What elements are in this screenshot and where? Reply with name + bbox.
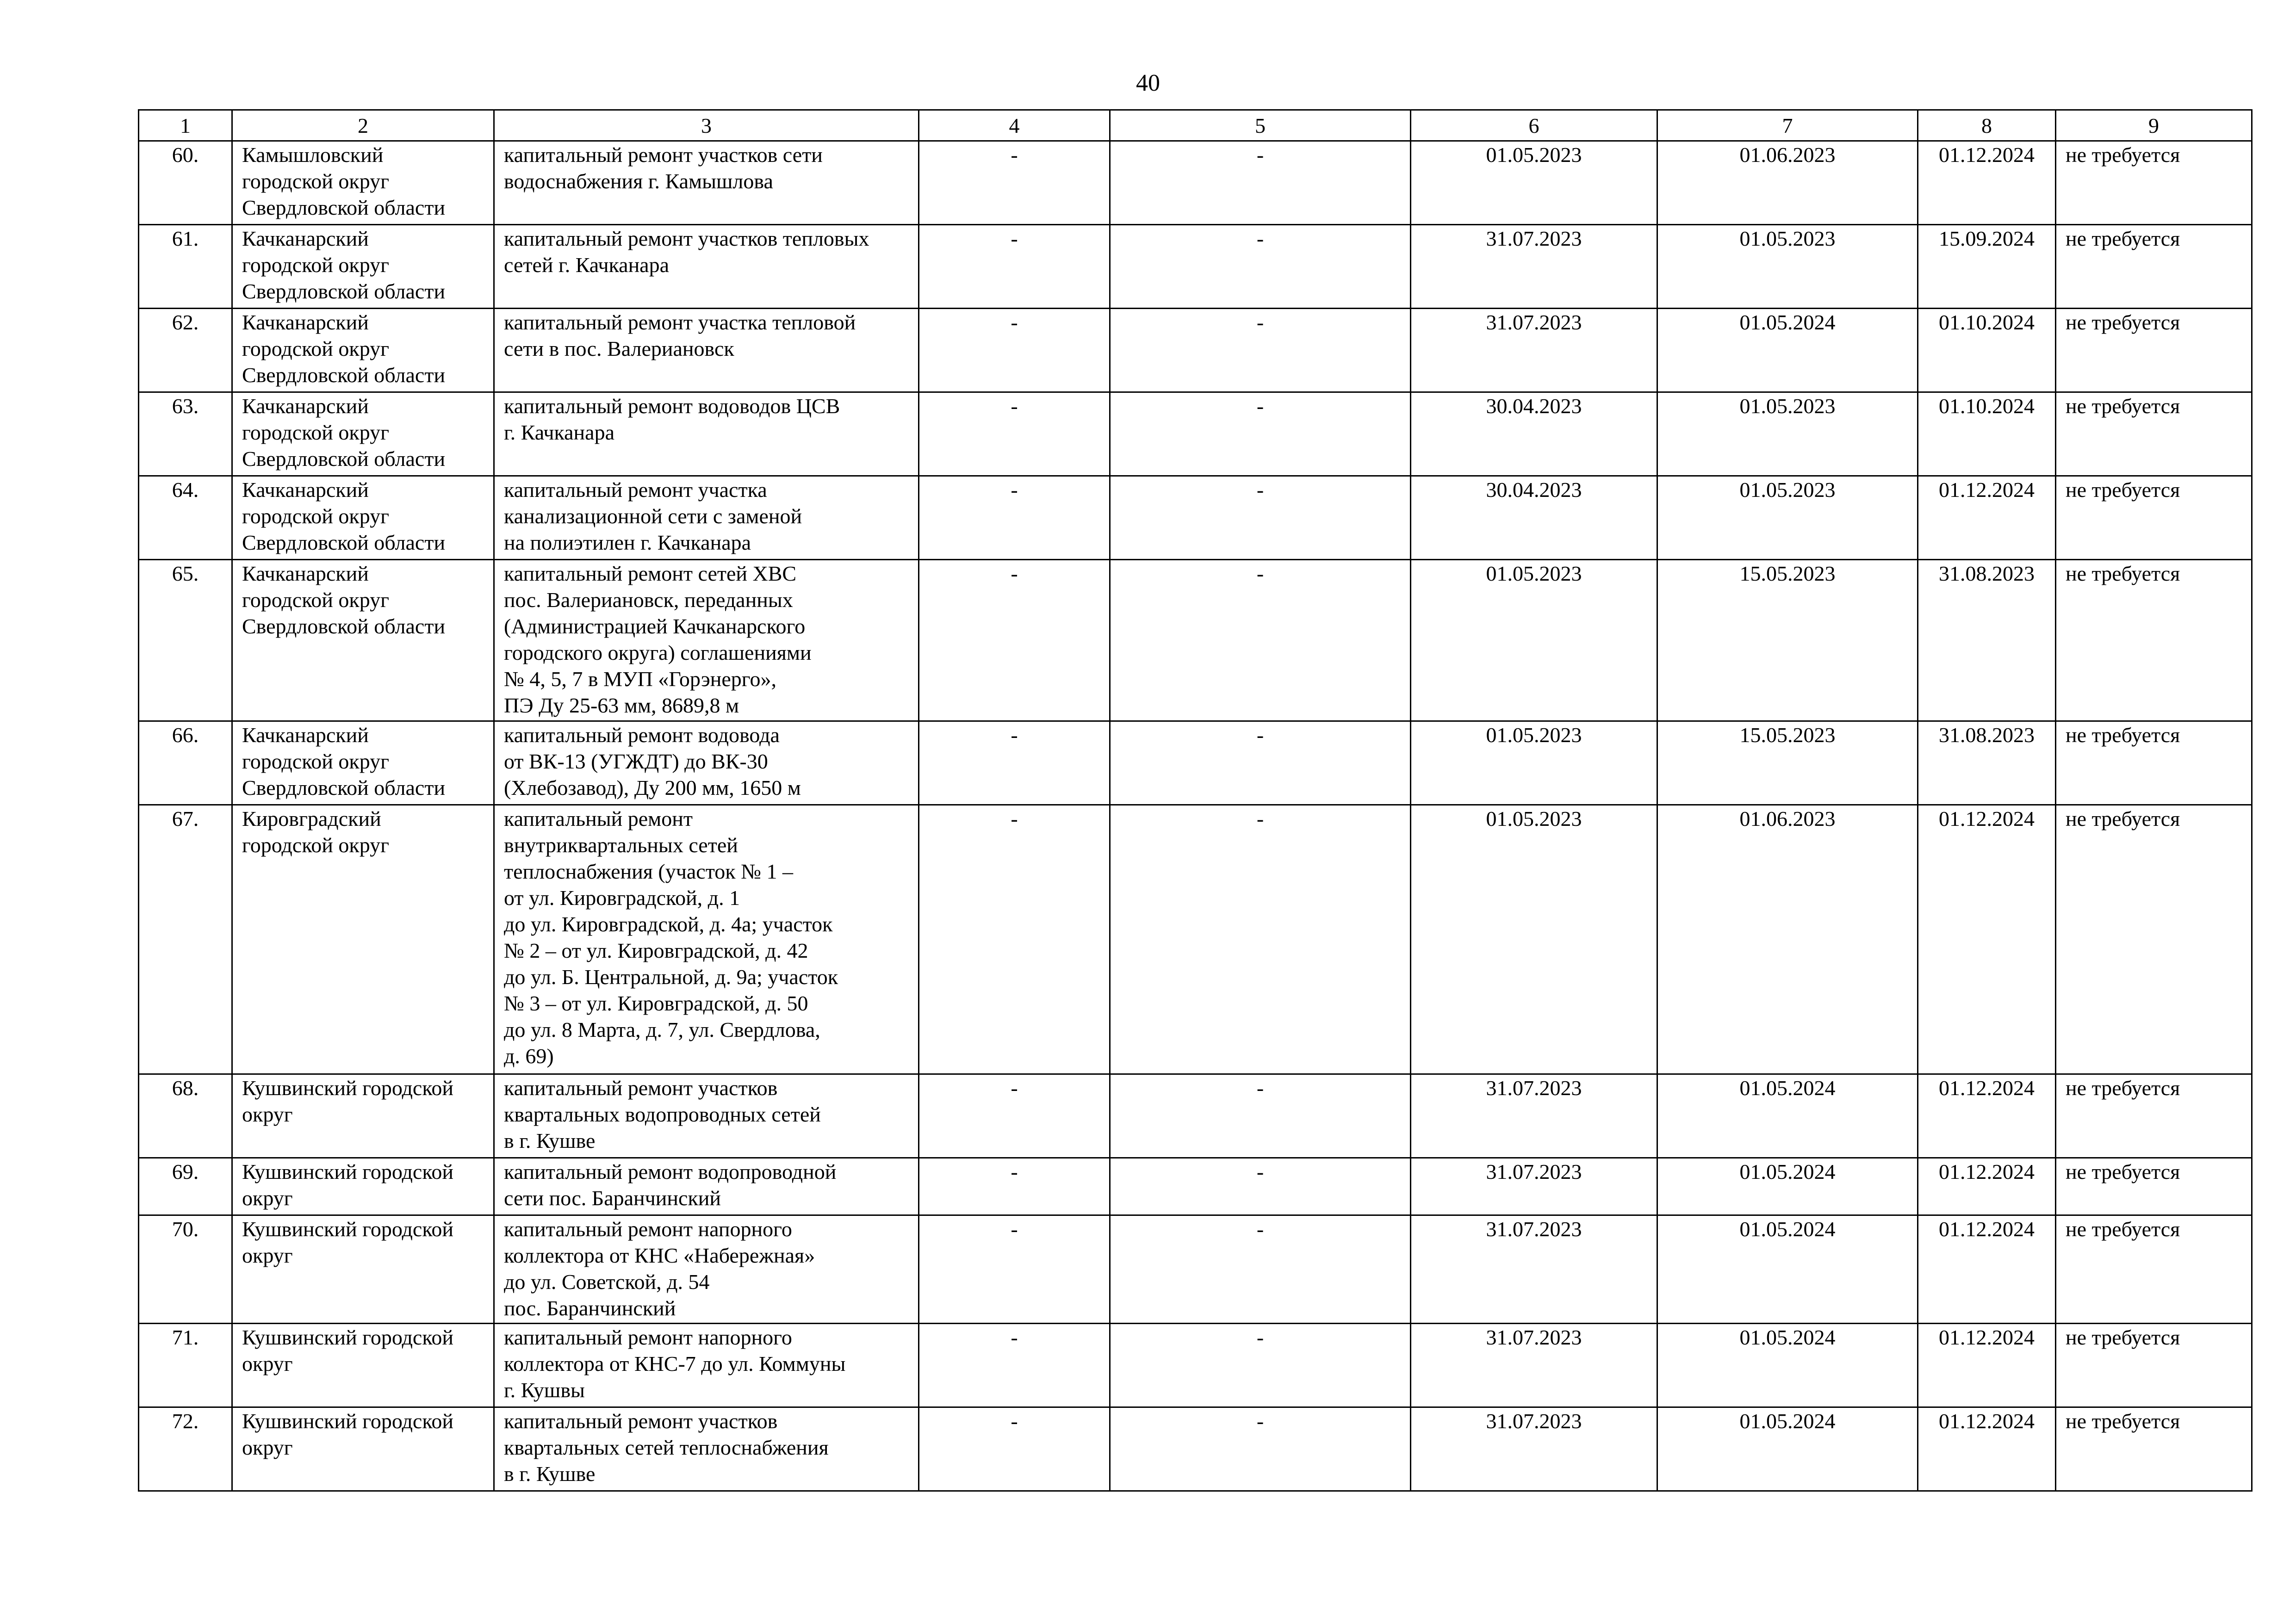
date8-cell: 15.09.2024: [1918, 225, 2056, 309]
municipality-cell: Кушвинский городской округ: [232, 1324, 494, 1407]
date6-cell: 31.07.2023: [1411, 1158, 1657, 1215]
row-number: 66.: [139, 721, 232, 805]
col5-cell: -: [1110, 1215, 1411, 1324]
date6-cell: 31.07.2023: [1411, 309, 1657, 392]
date8-cell: 01.12.2024: [1918, 1407, 2056, 1491]
col5-cell: -: [1110, 805, 1411, 1074]
date6-cell: 31.07.2023: [1411, 1074, 1657, 1158]
municipality-cell: Кушвинский городской округ: [232, 1215, 494, 1324]
row-number: 63.: [139, 392, 232, 476]
header-col-4: 4: [919, 110, 1110, 141]
col4-cell: -: [919, 309, 1110, 392]
date7-cell: 01.05.2024: [1657, 1407, 1918, 1491]
date7-cell: 01.05.2023: [1657, 476, 1918, 560]
header-col-3: 3: [494, 110, 919, 141]
table-row: [139, 476, 2252, 560]
row-number: 68.: [139, 1074, 232, 1158]
row-number: 64.: [139, 476, 232, 560]
col9-cell: не требуется: [2056, 1407, 2252, 1491]
date7-cell: 01.05.2024: [1657, 1324, 1918, 1407]
header-col-9: 9: [2056, 110, 2252, 141]
date6-cell: 31.07.2023: [1411, 1215, 1657, 1324]
date8-cell: 01.12.2024: [1918, 476, 2056, 560]
col5-cell: -: [1110, 1324, 1411, 1407]
col4-cell: -: [919, 1407, 1110, 1491]
header-row: [139, 110, 2252, 141]
col4-cell: -: [919, 392, 1110, 476]
page-number: 40: [1136, 70, 1160, 96]
col4-cell: -: [919, 1215, 1110, 1324]
date7-cell: 01.05.2023: [1657, 392, 1918, 476]
work-description-cell: капитальный ремонт водовода от ВК-13 (УГЖДТ) до ВК-30 (Хлебозавод), Ду 200 мм, 1650 м: [494, 721, 919, 805]
date7-cell: 01.05.2023: [1657, 225, 1918, 309]
date8-cell: 01.12.2024: [1918, 141, 2056, 225]
header-col-6: 6: [1411, 110, 1657, 141]
date7-cell: 01.06.2023: [1657, 805, 1918, 1074]
municipality-cell: Качканарский городской округ Свердловской области: [232, 476, 494, 560]
date6-cell: 01.05.2023: [1411, 805, 1657, 1074]
date6-cell: 31.07.2023: [1411, 1324, 1657, 1407]
col5-cell: -: [1110, 721, 1411, 805]
table-row: [139, 721, 2252, 805]
row-number: 65.: [139, 560, 232, 721]
col9-cell: не требуется: [2056, 392, 2252, 476]
col9-cell: не требуется: [2056, 309, 2252, 392]
work-description-cell: капитальный ремонт участка канализационной сети с заменой на полиэтилен г. Качканара: [494, 476, 919, 560]
row-number: 72.: [139, 1407, 232, 1491]
municipality-cell: Кировградский городской округ: [232, 805, 494, 1074]
col9-cell: не требуется: [2056, 560, 2252, 721]
date8-cell: 31.08.2023: [1918, 721, 2056, 805]
work-description-cell: капитальный ремонт напорного коллектора от КНС «Набережная» до ул. Советской, д. 54 пос. Баранчинский: [494, 1215, 919, 1324]
col4-cell: -: [919, 1158, 1110, 1215]
work-description-cell: капитальный ремонт водопроводной сети пос. Баранчинский: [494, 1158, 919, 1215]
work-description-cell: капитальный ремонт участков тепловых сетей г. Качканара: [494, 225, 919, 309]
work-description-cell: капитальный ремонт участков сети водоснабжения г. Камышлова: [494, 141, 919, 225]
table-row: [139, 225, 2252, 309]
col5-cell: -: [1110, 560, 1411, 721]
date7-cell: 01.05.2024: [1657, 1074, 1918, 1158]
date8-cell: 01.12.2024: [1918, 1074, 2056, 1158]
municipality-cell: Качканарский городской округ Свердловской области: [232, 721, 494, 805]
date6-cell: 01.05.2023: [1411, 141, 1657, 225]
col4-cell: -: [919, 721, 1110, 805]
col9-cell: не требуется: [2056, 1158, 2252, 1215]
col4-cell: -: [919, 1324, 1110, 1407]
table-row: [139, 392, 2252, 476]
col5-cell: -: [1110, 141, 1411, 225]
date7-cell: 01.05.2024: [1657, 309, 1918, 392]
col4-cell: -: [919, 805, 1110, 1074]
date8-cell: 01.12.2024: [1918, 805, 2056, 1074]
table-row: [139, 1074, 2252, 1158]
municipality-cell: Кушвинский городской округ: [232, 1074, 494, 1158]
row-number: 70.: [139, 1215, 232, 1324]
col5-cell: -: [1110, 1407, 1411, 1491]
col5-cell: -: [1110, 1074, 1411, 1158]
col5-cell: -: [1110, 309, 1411, 392]
work-description-cell: капитальный ремонт участка тепловой сети в пос. Валериановск: [494, 309, 919, 392]
date7-cell: 15.05.2023: [1657, 560, 1918, 721]
work-description-cell: капитальный ремонт напорного коллектора от КНС-7 до ул. Коммуны г. Кушвы: [494, 1324, 919, 1407]
col4-cell: -: [919, 560, 1110, 721]
col9-cell: не требуется: [2056, 1074, 2252, 1158]
table-row: [139, 560, 2252, 721]
municipality-cell: Качканарский городской округ Свердловской области: [232, 309, 494, 392]
col4-cell: -: [919, 1074, 1110, 1158]
col5-cell: -: [1110, 225, 1411, 309]
header-col-8: 8: [1918, 110, 2056, 141]
header-col-1: 1: [139, 110, 232, 141]
municipality-cell: Кушвинский городской округ: [232, 1407, 494, 1491]
col4-cell: -: [919, 141, 1110, 225]
table-row: [139, 141, 2252, 225]
date6-cell: 01.05.2023: [1411, 560, 1657, 721]
work-description-cell: капитальный ремонт участков квартальных сетей теплоснабжения в г. Кушве: [494, 1407, 919, 1491]
municipality-cell: Качканарский городской округ Свердловской области: [232, 392, 494, 476]
header-col-2: 2: [232, 110, 494, 141]
date8-cell: 31.08.2023: [1918, 560, 2056, 721]
date7-cell: 01.05.2024: [1657, 1158, 1918, 1215]
col5-cell: -: [1110, 476, 1411, 560]
works-table: [138, 109, 2253, 1492]
col5-cell: -: [1110, 392, 1411, 476]
table-row: [139, 1407, 2252, 1491]
col4-cell: -: [919, 476, 1110, 560]
row-number: 61.: [139, 225, 232, 309]
row-number: 60.: [139, 141, 232, 225]
date8-cell: 01.12.2024: [1918, 1158, 2056, 1215]
header-col-5: 5: [1110, 110, 1411, 141]
date6-cell: 30.04.2023: [1411, 392, 1657, 476]
date6-cell: 31.07.2023: [1411, 1407, 1657, 1491]
col5-cell: -: [1110, 1158, 1411, 1215]
municipality-cell: Кушвинский городской округ: [232, 1158, 494, 1215]
date8-cell: 01.10.2024: [1918, 392, 2056, 476]
date8-cell: 01.12.2024: [1918, 1324, 2056, 1407]
date7-cell: 15.05.2023: [1657, 721, 1918, 805]
row-number: 71.: [139, 1324, 232, 1407]
date8-cell: 01.10.2024: [1918, 309, 2056, 392]
header-col-7: 7: [1657, 110, 1918, 141]
col9-cell: не требуется: [2056, 141, 2252, 225]
col9-cell: не требуется: [2056, 721, 2252, 805]
col4-cell: -: [919, 225, 1110, 309]
date8-cell: 01.12.2024: [1918, 1215, 2056, 1324]
col9-cell: не требуется: [2056, 476, 2252, 560]
date7-cell: 01.05.2024: [1657, 1215, 1918, 1324]
municipality-cell: Камышловский городской округ Свердловской области: [232, 141, 494, 225]
date6-cell: 30.04.2023: [1411, 476, 1657, 560]
work-description-cell: капитальный ремонт участков квартальных водопроводных сетей в г. Кушве: [494, 1074, 919, 1158]
date6-cell: 31.07.2023: [1411, 225, 1657, 309]
col9-cell: не требуется: [2056, 805, 2252, 1074]
date6-cell: 01.05.2023: [1411, 721, 1657, 805]
col9-cell: не требуется: [2056, 1215, 2252, 1324]
col9-cell: не требуется: [2056, 1324, 2252, 1407]
municipality-cell: Качканарский городской округ Свердловской области: [232, 560, 494, 721]
table-row: [139, 309, 2252, 392]
municipality-cell: Качканарский городской округ Свердловской области: [232, 225, 494, 309]
table-row: [139, 1215, 2252, 1324]
row-number: 62.: [139, 309, 232, 392]
table-row: [139, 1158, 2252, 1215]
work-description-cell: капитальный ремонт внутриквартальных сетей теплоснабжения (участок № 1 – от ул. Кировградской, д. 1 до ул. Кировградской, д. 4а; участок № 2 – от ул. Кировградской, д. 42 до ул. Б. Центральной, д. 9а; участок № 3 – от ул. Кировградской, д. 50 до ул. 8 Марта, д. 7, ул. Свердлова, д. 69): [494, 805, 919, 1074]
table-row: [139, 805, 2252, 1074]
row-number: 67.: [139, 805, 232, 1074]
table-row: [139, 1324, 2252, 1407]
row-number: 69.: [139, 1158, 232, 1215]
work-description-cell: капитальный ремонт водоводов ЦСВ г. Качканара: [494, 392, 919, 476]
date7-cell: 01.06.2023: [1657, 141, 1918, 225]
work-description-cell: капитальный ремонт сетей ХВС пос. Валериановск, переданных (Администрацией Качканарского городского округа) соглашениями № 4, 5, 7 в МУП «Горэнерго», ПЭ Ду 25-63 мм, 8689,8 м: [494, 560, 919, 721]
col9-cell: не требуется: [2056, 225, 2252, 309]
